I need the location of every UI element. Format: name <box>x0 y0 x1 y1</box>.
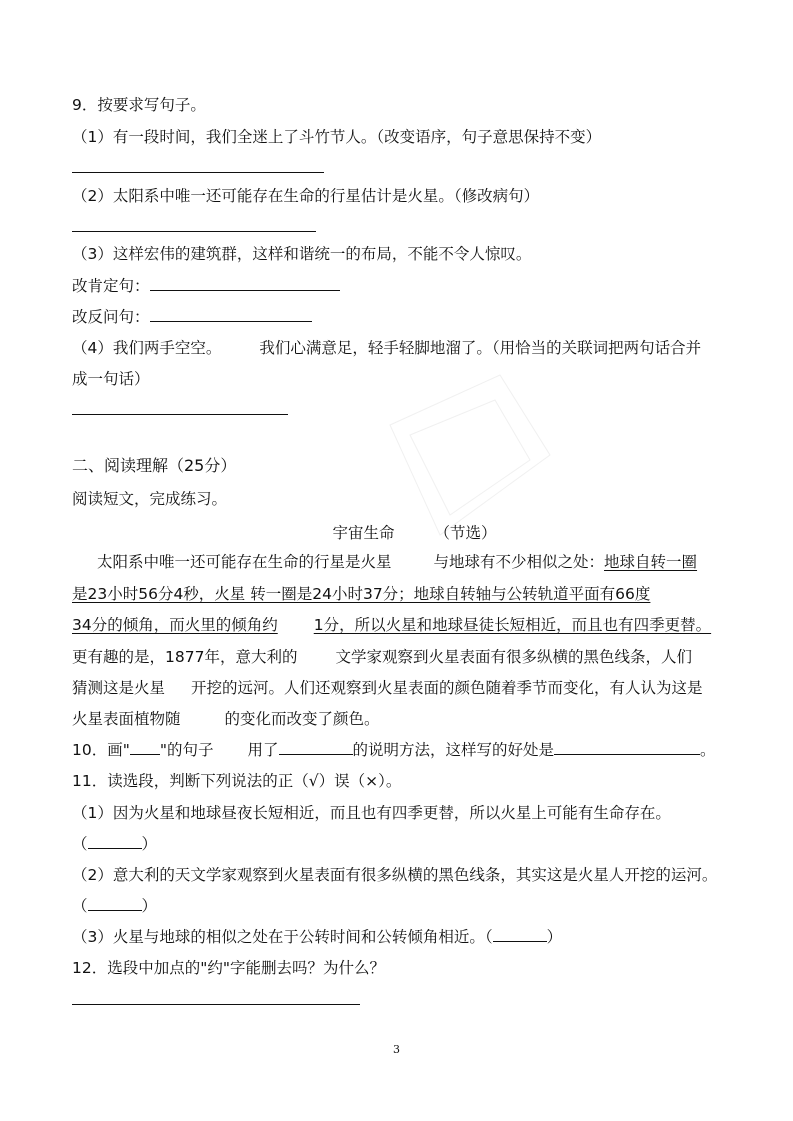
watermark-graphic <box>380 365 560 545</box>
q11-statement-1: （1）因为火星和地球昼夜长短相近，而且也有四季更替，所以火星上可能有生命存在。 <box>72 804 671 822</box>
passage-line-1a: 太阳系中唯一还可能存在生命的行星是火星 <box>97 553 392 571</box>
q10-text-e: 。 <box>700 741 716 759</box>
passage-title-sub: （节选） <box>434 524 497 542</box>
section-2-heading: 二、阅读理解（25分） <box>72 456 237 475</box>
page-number: 3 <box>393 1043 400 1056</box>
passage-line-4b: 文学家观察到火星表面有很多纵横的黑色线条，人们 <box>335 648 692 666</box>
q11-answer-1 <box>72 834 157 854</box>
q9-sentence-3: （3）这样宏伟的建筑群，这样和谐统一的布局，不能不令人惊叹。 <box>72 245 532 263</box>
q9-sentence-4b: 我们心满意足，轻手轻脚地溜了。（用恰当的关联词把两句话合并 <box>259 339 702 357</box>
q9-sentence-4c: 成一句话） <box>72 370 150 388</box>
q11-answer-2 <box>72 896 157 916</box>
q9-sentence-2: （2）太阳系中唯一还可能存在生命的行星估计是火星。（修改病句） <box>72 187 540 205</box>
passage-line-3 <box>72 615 711 635</box>
q9-answer-line-4[interactable] <box>72 414 288 415</box>
q9-sentence-1: （1）有一段时间，我们全迷上了斗竹节人。（改变语序，句子意思保持不变） <box>72 128 602 146</box>
q10-underline-sample <box>130 740 160 755</box>
passage-line-4a: 更有趣的是，1877年，意大利的 <box>72 648 298 666</box>
q9-affirmative-label: 改肯定句： <box>72 277 150 295</box>
passage-title <box>0 521 793 543</box>
q11-statement-3-row <box>72 927 562 947</box>
q11-statement-2: （2）意大利的天文学家观察到火星表面有很多纵横的黑色线条，其实这是火星人开挖的运河。 <box>72 866 718 884</box>
q10-method-blank[interactable] <box>279 740 353 755</box>
passage-line-3a: 34分的倾角，而火里的倾角约 <box>72 616 278 634</box>
q9-affirmative-row <box>72 276 340 296</box>
q9-heading: 9．按要求写句子。 <box>72 96 206 114</box>
passage-line-5b: 开挖的远河。人们还观察到火星表面的颜色随着季节而变化，有人认为这是 <box>191 679 703 697</box>
q9-sentence-4a: （4）我们两手空空。 <box>72 339 222 357</box>
paren-close: ） <box>546 928 563 946</box>
passage-line-2: 是23小时56分4秒，火星 转一圈是24小时37分；地球自转轴与公转轨道平面有66度 <box>72 585 651 603</box>
q9-affirmative-blank[interactable] <box>150 276 340 291</box>
q12-answer-line[interactable] <box>72 1004 360 1005</box>
q9-rhetorical-row <box>72 307 312 327</box>
q9-answer-line-2[interactable] <box>72 231 316 232</box>
passage-line-1 <box>97 552 697 572</box>
q9-rhetorical-label: 改反问句： <box>72 308 150 326</box>
passage-line-6a: 火星表面植物随 <box>72 710 181 728</box>
paren-close: ） <box>141 835 158 853</box>
paren-open: （ <box>72 835 88 853</box>
q10-row <box>72 740 716 760</box>
q12-heading: 12．选段中加点的"约"字能删去吗？为什么？ <box>72 959 385 977</box>
q10-text-d: 的说明方法，这样写的好处是 <box>352 741 555 759</box>
q10-text-b: "的句子 <box>159 741 214 759</box>
paren-open: （ <box>72 897 88 915</box>
q11-answer-blank-1[interactable] <box>88 834 142 849</box>
passage-line-6b: 的变化而改变了颜色。 <box>224 710 380 728</box>
q11-answer-blank-3[interactable] <box>493 927 547 942</box>
passage-underlined-1: 地球自转一圈 <box>604 553 698 571</box>
passage-line-6 <box>72 709 380 729</box>
q10-benefit-blank[interactable] <box>554 740 700 755</box>
passage-line-3b: 1分，所以火星和地球昼徒长短相近，而且也有四季更替。 <box>313 616 712 634</box>
q11-heading: 11．读选段，判断下列说法的正（√）误（×）。 <box>72 772 402 790</box>
q10-text-c: 用了 <box>247 741 279 759</box>
q11-statement-3: （3）火星与地球的相似之处在于公转时间和公转倾角相近。（ <box>72 928 493 946</box>
q11-answer-blank-2[interactable] <box>88 896 142 911</box>
paren-close: ） <box>141 897 158 915</box>
q9-sentence-4-row <box>72 338 701 358</box>
q10-text-a: 10．画" <box>72 741 130 759</box>
passage-title-main: 宇宙生命 <box>332 524 395 542</box>
q9-rhetorical-blank[interactable] <box>150 307 312 322</box>
q9-answer-line-1[interactable] <box>72 172 324 173</box>
passage-line-4 <box>72 647 692 667</box>
passage-line-1b: 与地球有不少相似之处： <box>433 553 605 571</box>
passage-line-5a: 猜测这是火星 <box>72 679 166 697</box>
passage-line-5 <box>72 678 703 698</box>
reading-instruction: 阅读短文，完成练习。 <box>72 490 228 508</box>
